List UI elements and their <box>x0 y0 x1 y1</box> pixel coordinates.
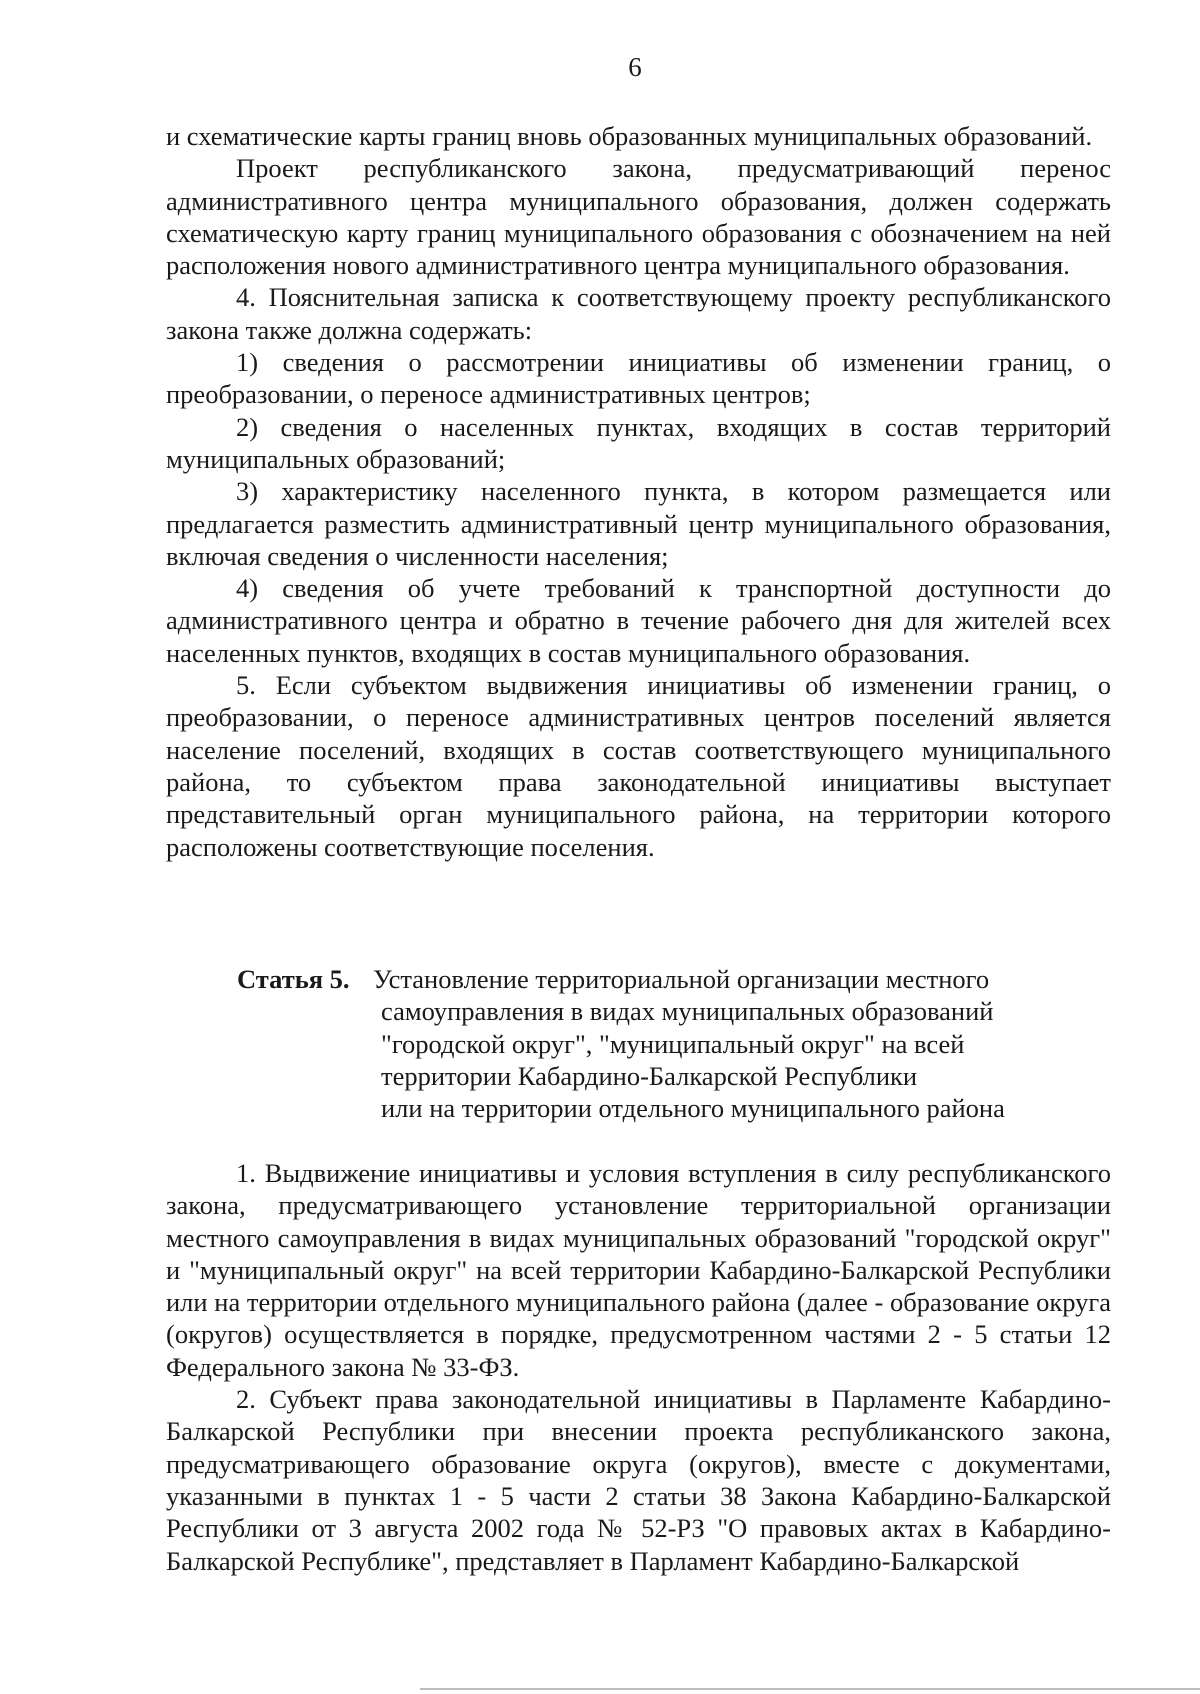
subitem-3: 3) характеристику населенного пункта, в котором размещается или предлагается разместить административный центр муниципального образования, включая сведения о численности населения; <box>166 476 1111 571</box>
article-title-line: Установление территориальной организации местного <box>373 964 990 994</box>
document-body-top <box>166 120 1111 863</box>
paragraph-project-transfer: Проект республиканского закона, предусматривающий перенос административного центра муниципального образования, должен содержать схематическую карту границ муниципального образования с обозначением на ней расположения нового административного центра муниципального образования. <box>166 153 1111 281</box>
paragraph-item-5: 5. Если субъектом выдвижения инициативы об изменении границ, о преобразовании, о переносе административных центров поселений является население поселений, входящих в состав соответствующего муниципального района, то субъектом права законодательной инициативы выступает представительный орган муниципального района, на территории которого расположены соответствующие поселения. <box>166 670 1111 862</box>
document-body-bottom <box>166 1157 1111 1577</box>
article-title-line: "городской округ", "муниципальный округ" на всей <box>381 1028 965 1059</box>
article-paragraph-2: 2. Субъект права законодательной инициативы в Парламенте Кабардино-Балкарской Республики при внесении проекта республиканского закона, предусматривающего образование округа (округов), вместе с документами, указанными в пунктах 1 - 5 части 2 статьи 38 Закона Кабардино-Балкарской Республики от 3 августа 2002 года № 52-РЗ "О правовых актах в Кабардино-Балкарской Республике", представляет в Парламент Кабардино-Балкарской <box>166 1384 1111 1576</box>
paragraph-item-4: 4. Пояснительная записка к соответствующему проекту республиканского закона также должна содержать: <box>166 282 1111 345</box>
article-title-line: самоуправления в видах муниципальных образований <box>381 996 994 1027</box>
paragraph-continuation: и схематические карты границ вновь образованных муниципальных образований. <box>166 121 1093 151</box>
page-number: 6 <box>628 52 642 82</box>
subitem-4: 4) сведения об учете требований к транспортной доступности до административного центра и обратно в течение рабочего дня для жителей всех населенных пунктов, входящих в состав муниципального образования. <box>166 573 1111 668</box>
article-paragraph-1: 1. Выдвижение инициативы и условия вступления в силу республиканского закона, предусматривающего установление территориальной организации местного самоуправления в видах муниципальных образований "городской округ" и "муниципальный округ" на всей территории Кабардино-Балкарской Республики или на территории отдельного муниципального района (далее - образование округа (округов) осуществляется в порядке, предусмотренном частями 2 - 5 статьи 12 Федерального закона № 33-ФЗ. <box>166 1158 1111 1382</box>
article-title-line: или на территории отдельного муниципального района <box>381 1093 1005 1124</box>
article-label: Статья 5. <box>237 964 350 994</box>
scan-edge-line <box>420 1688 1200 1690</box>
article-title-line: территории Кабардино-Балкарской Республики <box>381 1060 918 1091</box>
article-title <box>373 963 1041 1124</box>
article-heading <box>237 963 1057 1124</box>
subitem-2: 2) сведения о населенных пунктах, входящих в состав территорий муниципальных образований; <box>166 411 1111 474</box>
subitem-1: 1) сведения о рассмотрении инициативы об изменении границ, о преобразовании, о переносе административных центров; <box>166 347 1111 410</box>
